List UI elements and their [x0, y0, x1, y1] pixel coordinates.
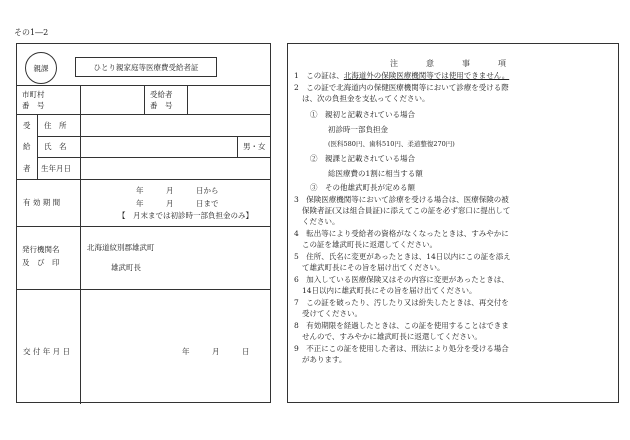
rule: [80, 114, 81, 404]
notice-line: て雄武町長にその旨を届け出てください。: [302, 263, 445, 272]
rule: [37, 114, 38, 179]
rule: [17, 114, 270, 115]
notice-line: は、次の負担金を支払ってください。: [302, 94, 430, 103]
issuer-name: 北海道紋別郡雄武町: [87, 243, 155, 252]
notice-line: 9 不正にこの証を使用した者は、刑法により処分を受ける場合: [294, 344, 509, 353]
rule: [237, 136, 238, 157]
notice-heading: 注 意 事 項: [390, 59, 516, 68]
notice-line: があります。: [302, 355, 347, 364]
issuer-label-2: 及 び 印: [22, 258, 60, 267]
rule: [17, 179, 270, 180]
name-label: 氏 名: [44, 142, 67, 151]
rule: [17, 289, 270, 290]
notice-line: 受けてください。: [302, 309, 362, 318]
issue-date: 年 月 日: [182, 347, 250, 356]
recipient-side-label: 受: [23, 121, 31, 130]
rule: [80, 85, 81, 114]
municipality-number-label-2: 番 号: [22, 101, 45, 110]
rule: [17, 226, 270, 227]
recipient-side-label: 者: [23, 164, 31, 173]
copay-note: 【 月末までは初診時一部負担金のみ】: [118, 211, 253, 220]
notice-line: 6 加入している医療保険又はその内容に変更があったときは、: [294, 275, 509, 284]
notice-line: この証を雄武町長に返還してください。: [302, 240, 437, 249]
notice-line: 3 保険医療機関等において診療を受ける場合は、医療保険の被: [294, 195, 509, 204]
notice-line: ③ その他雄武町長が定める額: [310, 183, 415, 192]
notice-line: 14日以内に雄武町長にその旨を届け出てください。: [302, 286, 477, 295]
address-label: 住 所: [44, 121, 67, 130]
notice-line: 初診時一部負担金: [328, 125, 388, 134]
notice-line: 保険者証(又は組合員証)に添えてこの証を必ず窓口に提出して: [302, 206, 511, 215]
recipient-number-label: 受給者: [150, 90, 173, 99]
notice-panel: [287, 43, 619, 403]
issuer-head: 雄武町長: [111, 263, 141, 272]
municipality-number-label: 市町村: [22, 90, 45, 99]
validity-to: 年 月 日まで: [136, 199, 219, 208]
sex-field: 男・女: [243, 142, 266, 151]
rule: [187, 85, 188, 114]
notice-emphasis: 北海道外の保険医療機関等では使用できません。: [343, 71, 510, 80]
notice-line: 5 住所、氏名に変更があったときは、14日以内にこの証を添え: [294, 252, 511, 261]
notice-line: 7 この証を破ったり、汚したり又は紛失したときは、再交付を: [294, 298, 509, 307]
notice-line: (医科580円、歯科510円、柔道整復270円): [328, 140, 455, 148]
notice-text: 1 この証は、: [294, 71, 344, 80]
rule: [37, 136, 270, 137]
notice-line: ② 親課と記載されている場合: [310, 154, 415, 163]
issuer-label: 発行機関名: [22, 245, 60, 254]
certificate-title: ひとり親家庭等医療費受給者証: [75, 57, 217, 77]
recipient-number-label-2: 番 号: [150, 101, 173, 110]
issue-date-label: 交 付 年 月 日: [23, 347, 71, 356]
notice-line: ① 親初と記載されている場合: [310, 110, 415, 119]
recipient-side-label: 給: [23, 142, 31, 151]
rule: [37, 157, 270, 158]
notice-line: せんので、すみやかに雄武町長に返還してください。: [302, 332, 482, 341]
category-stamp: 親課: [25, 52, 57, 84]
recipient-card: [16, 43, 271, 403]
validity-from: 年 月 日から: [136, 186, 219, 195]
notice-line: 総医療費の1割に相当する額: [328, 169, 423, 178]
notice-line: [294, 72, 509, 80]
notice-line: 4 転出等により受給者の資格がなくなったときは、すみやかに: [294, 229, 509, 238]
form-number-caption: その1―2: [14, 28, 49, 37]
notice-line: 8 有効期限を経過したときは、この証を使用することはできま: [294, 321, 509, 330]
birth-date-label: 生年月日: [41, 164, 71, 173]
notice-line: 2 この証で北海道内の保健医療機関等において診療を受ける際: [294, 83, 509, 92]
validity-label: 有 効 期 間: [23, 198, 61, 207]
notice-line: ください。: [302, 217, 340, 226]
rule: [144, 85, 145, 114]
